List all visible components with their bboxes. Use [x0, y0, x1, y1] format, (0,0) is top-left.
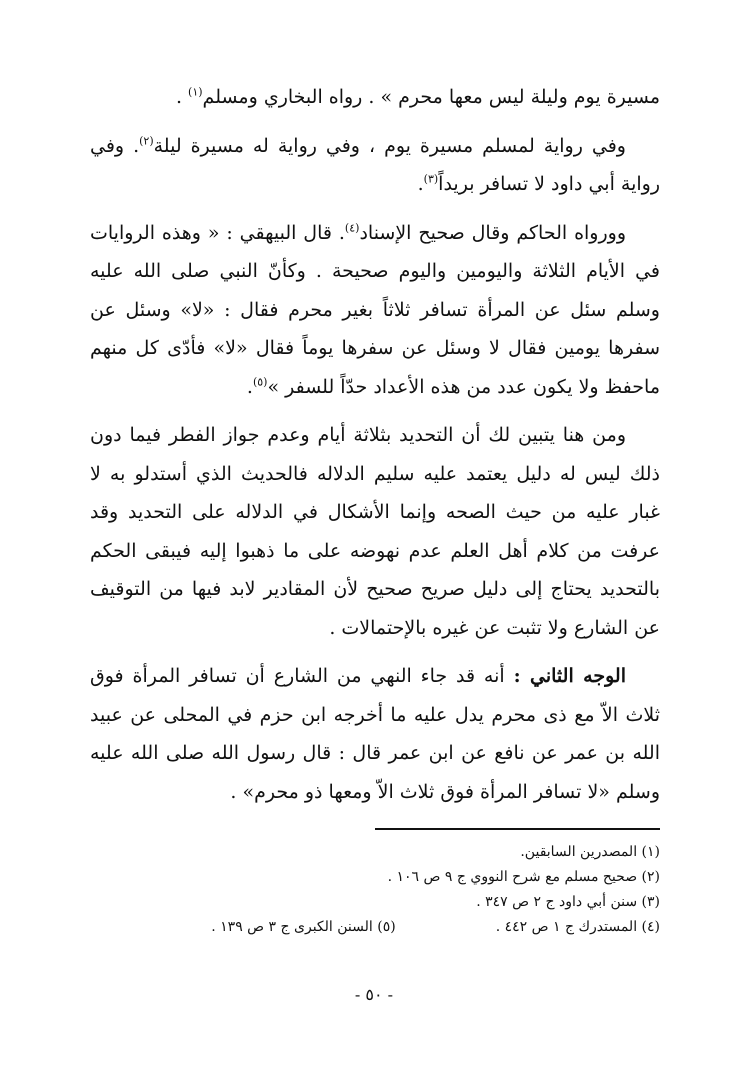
paragraph-2-tail2: .: [417, 173, 424, 195]
footnotes: [90, 840, 660, 940]
paragraph-3-tail: . قال البيهقي : « وهذه الروايات في الأيام الثلاثة واليومين واليوم صحيحة . وكأنّ النبي صلى الله عليه وسلم سئل عن المرأة تسافر ثلاثاً بغير محرم فقال : «لا» وسئل عن سفرها يومين فقال لا وسئل عن سفرها يوماً فقال «لا» فأدّى كل منهم ماحفظ ولا يكون عدد من هذه الأعداد حدّاً للسفر »: [90, 221, 660, 398]
footnote-divider: [375, 828, 660, 830]
paragraph-1: [90, 78, 660, 117]
footnote-ref-4: (٤): [344, 221, 360, 235]
paragraph-3-text: وورواه الحاكم وقال صحيح الإسناد: [359, 221, 627, 244]
section-lead: الوجه الثاني :: [513, 665, 626, 687]
footnote-1: (١) المصدرين السابقين.: [520, 844, 660, 860]
footnote-2: (٢) صحيح مسلم مع شرح النووي ج ٩ ص ١٠٦ .: [387, 869, 660, 885]
footnote-3: (٣) سنن أبي داود ج ٢ ص ٣٤٧ .: [476, 894, 660, 910]
page-number: - ٥٠ -: [354, 985, 394, 1004]
paragraph-4: [90, 416, 660, 647]
footnote-ref-1: (١): [188, 85, 203, 99]
footnote-ref-3: (٣): [423, 172, 439, 186]
footnote-ref-5: (٥): [252, 375, 268, 389]
paragraph-2-text: وفي رواية لمسلم مسيرة يوم ، وفي رواية له مسيرة ليلة: [153, 134, 626, 157]
paragraph-5: [90, 657, 660, 811]
paragraph-1-tail: .: [175, 86, 189, 108]
paragraph-1-text: مسيرة يوم وليلة ليس معها محرم » . رواه البخاري ومسلم: [202, 86, 660, 108]
footnote-4: (٤) المستدرك ج ١ ص ٤٤٢ .: [495, 919, 660, 935]
paragraph-2-tail: . وفي رواية أبي داود لا تسافر بريداً: [90, 134, 660, 195]
page-body: [90, 78, 660, 821]
paragraph-3: [90, 214, 660, 407]
footnote-5: (٥) السنن الكبرى ج ٣ ص ١٣٩ .: [211, 919, 396, 935]
paragraph-3-tail2: .: [246, 375, 253, 398]
paragraph-5-text: أنه قد جاء النهي من الشارع أن تسافر المرأة فوق ثلاث الاّ مع ذى محرم يدل عليه ما أخرجه ابن حزم في المحلى عن عبيد الله بن عمر عن نافع عن ابن عمر قال : قال رسول الله صلى الله عليه وسلم «لا تسافر المرأة فوق ثلاث الاّ ومعها ذو محرم» .: [90, 665, 660, 803]
paragraph-4-text: ومن هنا يتبين لك أن التحديد بثلاثة أيام وعدم جواز الفطر فيما دون ذلك ليس له دليل يعتمد عليه سليم الدلاله فالحديث الذي أستدلو به لا غبار عليه من حيث الصحه وإنما الأشكال في الدلاله على التحديد وقد عرفت من كلام أهل العلم عدم نهوضه على ما ذهبوا إليه فيبقى الحكم بالتحديد يحتاج إلى دليل صريح صحيح لأن المقادير لابد فيها من التوقيف عن الشارع ولا تثبت عن غيره بالإحتمالات .: [90, 424, 660, 639]
paragraph-2: [90, 127, 660, 204]
footnote-ref-2: (٢): [139, 134, 154, 148]
